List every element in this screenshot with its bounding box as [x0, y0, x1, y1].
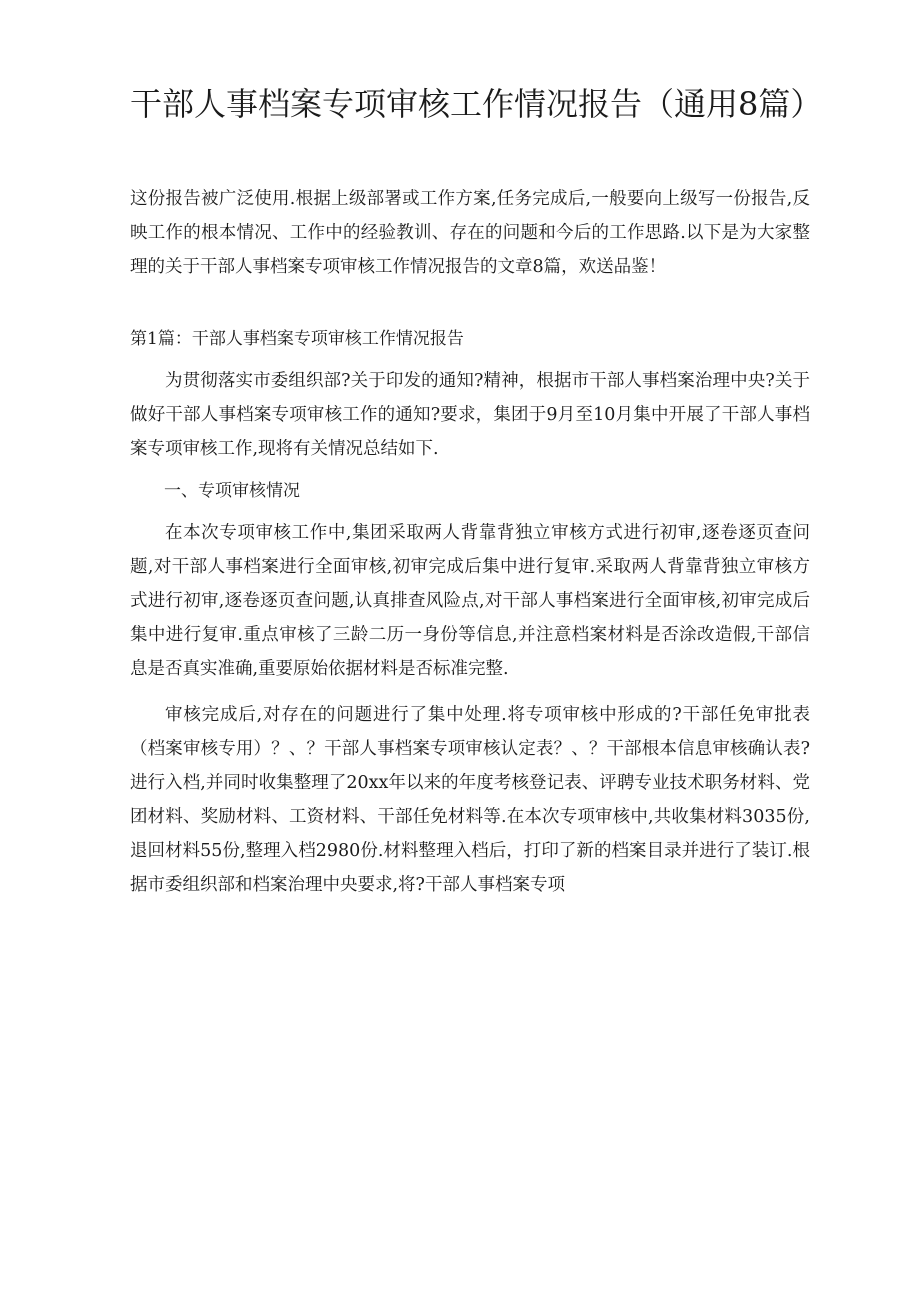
- body-paragraph-1: 为贯彻落实市委组织部?关于印发的通知?精神，根据市干部人事档案治理中央?关于做好干部人事档案专项审核工作的通知?要求，集团于9月至10月集中开展了干部人事档案专项审核工作,现将有关情况总结如下.: [130, 371, 810, 459]
- body-paragraph-3: 审核完成后,对存在的问题进行了集中处理.将专项审核中形成的?干部任免审批表（档案审核专用）？、？干部人事档案专项审核认定表？、？干部根本信息审核确认表?进行入档,并同时收集整理了20xx年以来的年度考核登记表、评聘专业技术职务材料、党团材料、奖励材料、工资材料、干部任免材料等.在本次专项审核中,共收集材料3035份,退回材料55份,整理入档2980份.材料整理入档后，打印了新的档案目录并进行了装订.根据市委组织部和档案治理中央要求,将?干部人事档案专项: [130, 705, 810, 895]
- section-heading: 第1篇：干部人事档案专项审核工作情况报告: [130, 329, 464, 349]
- subheading-1: 一、专项审核情况: [164, 481, 300, 501]
- body-paragraph-2: 在本次专项审核工作中,集团采取两人背靠背独立审核方式进行初审,逐卷逐页查问题,对干部人事档案进行全面审核,初审完成后集中进行复审.采取两人背靠背独立审核方式进行初审,逐卷逐页查问题,认真排查风险点,对干部人事档案进行全面审核,初审完成后集中进行复审.重点审核了三龄二历一身份等信息,并注意档案材料是否涂改造假,干部信息是否真实准确,重要原始依据材料是否标准完整.: [130, 523, 810, 679]
- document-title: 干部人事档案专项审核工作情况报告（通用8篇）: [130, 85, 823, 123]
- document-page: [130, 70, 823, 902]
- intro-paragraph: 这份报告被广泛使用.根据上级部署或工作方案,任务完成后,一般要向上级写一份报告,反映工作的根本情况、工作中的经验教训、存在的问题和今后的工作思路.以下是为大家整理的关于干部人事档案专项审核工作情况报告的文章8篇，欢送品鉴！: [130, 189, 810, 277]
